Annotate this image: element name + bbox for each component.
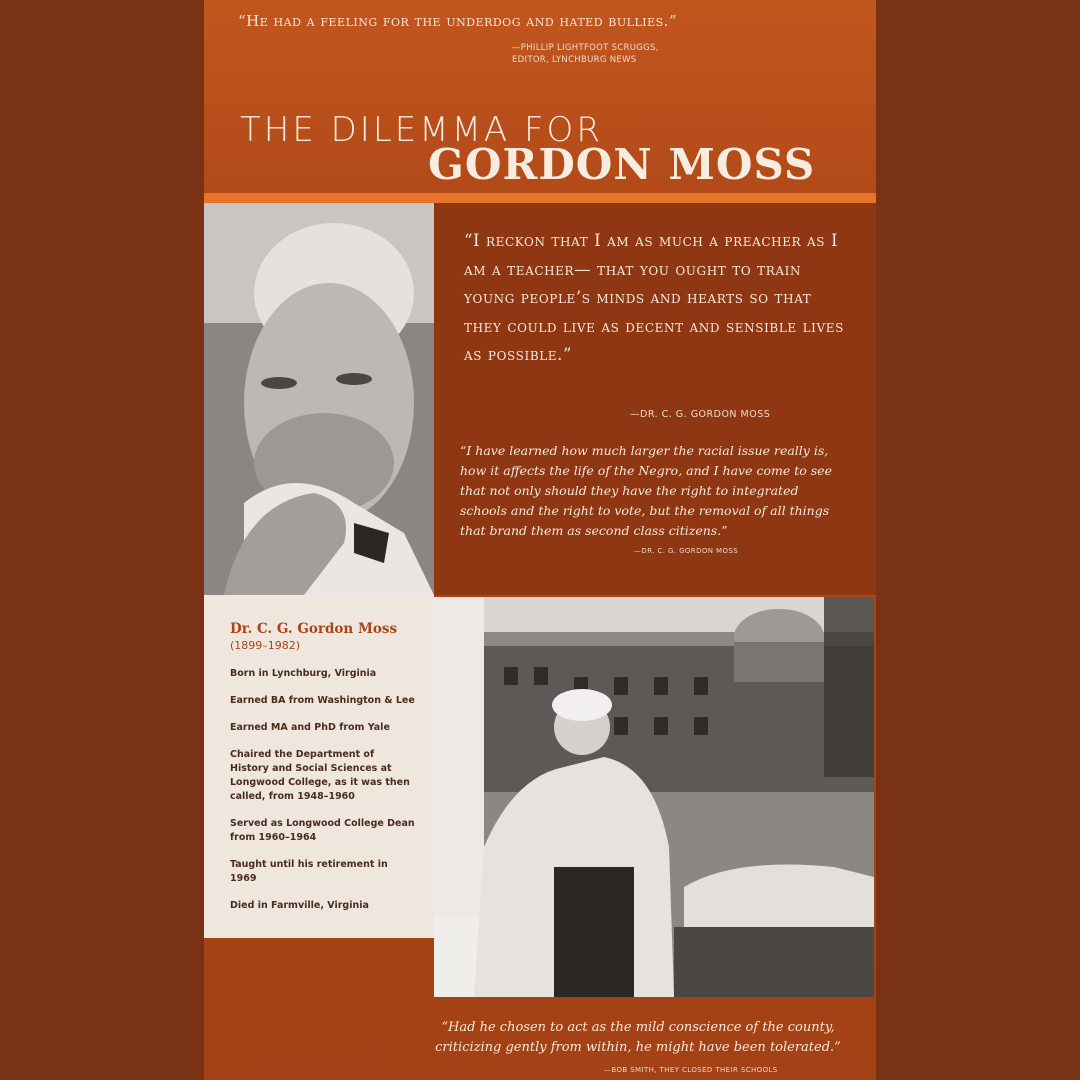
bio-item: Died in Farmville, Virginia <box>230 900 369 911</box>
bio-list <box>230 667 415 926</box>
campus-illustration <box>434 597 874 997</box>
bio-name: Dr. C. G. Gordon Moss <box>230 621 398 637</box>
bio-item: Served as Longwood College Dean from 1960–1964 <box>230 818 415 843</box>
main-quote: “I reckon that I am as much a preacher as I am a teacher— that you ought to train young people’s minds and hearts so that they could live as decent and sensible lives as possible.” <box>464 231 844 364</box>
bio-item: Taught until his retirement in 1969 <box>230 859 388 884</box>
quote-box <box>434 203 876 595</box>
portrait-illustration <box>204 203 434 595</box>
campus-photo <box>434 597 874 997</box>
title-line2: GORDON MOSS <box>428 140 816 189</box>
bio-item: Chaired the Department of History and Social Sciences at Longwood College, as it was then called, from 1948–1960 <box>230 749 410 802</box>
bio-item: Earned BA from Washington & Lee <box>230 695 415 706</box>
top-attribution-line2: EDITOR, LYNCHBURG NEWS <box>512 55 637 65</box>
bio-item: Born in Lynchburg, Virginia <box>230 668 377 679</box>
bio-card <box>204 595 434 938</box>
bottom-quote-attribution: —BOB SMITH, THEY CLOSED THEIR SCHOOLS <box>604 1066 778 1074</box>
bio-item: Earned MA and PhD from Yale <box>230 722 390 733</box>
second-quote-attribution: —DR. C. G. GORDON MOSS <box>634 547 739 555</box>
title-line1: THE DILEMMA FOR <box>240 110 603 150</box>
second-quote: “I have learned how much larger the racial issue really is, how it affects the life of the Negro, and I have come to see that not only should they have the right to integrated schools and the right to vote, but the removal of all things that brand them as second class citizens.” <box>460 443 832 538</box>
top-quote: “He had a feeling for the underdog and hated bullies.” <box>238 12 678 30</box>
main-quote-attribution: —DR. C. G. GORDON MOSS <box>630 409 771 420</box>
bottom-quote: “Had he chosen to act as the mild conscience of the county, criticizing gently from within, he might have been tolerated.” <box>435 1020 841 1055</box>
exhibit-panel <box>204 0 876 1080</box>
bio-dates: (1899–1982) <box>230 639 301 652</box>
title-divider <box>204 193 876 203</box>
top-attribution-line1: —PHILLIP LIGHTFOOT SCRUGGS, <box>512 43 659 53</box>
portrait-photo <box>204 203 434 595</box>
top-quote-attribution <box>512 42 772 66</box>
